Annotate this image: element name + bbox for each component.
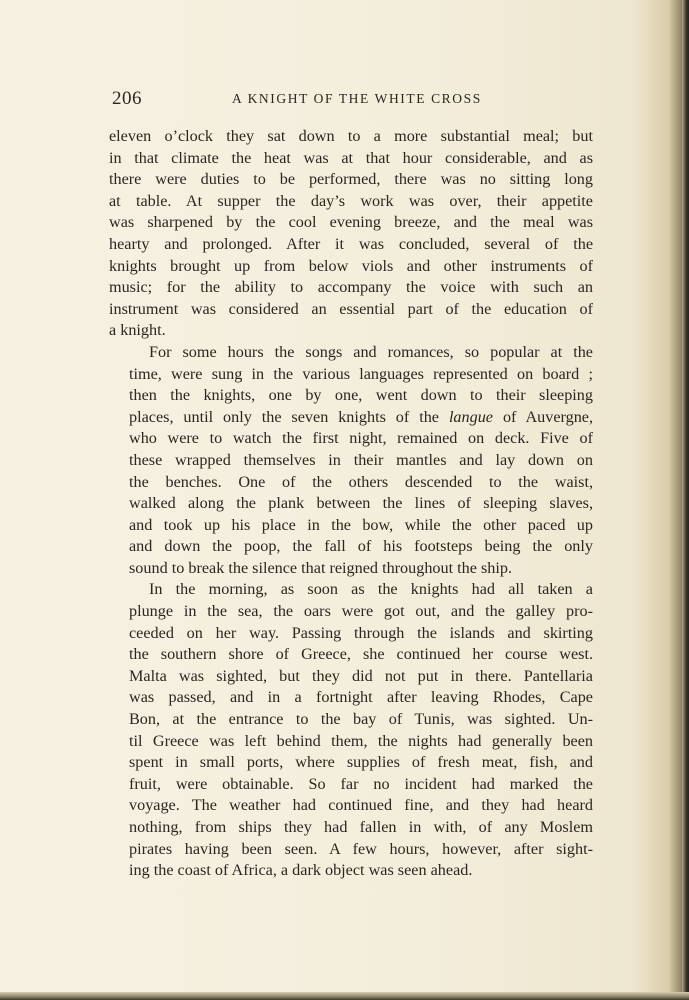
text-line: then the knights, one by one, went down to their sleeping [129, 386, 593, 405]
text-line: hearty and prolonged. After it was concluded, several of the [109, 234, 593, 253]
running-head: A KNIGHT OF THE WHITE CROSS [232, 91, 482, 106]
text-line: and down the poop, the fall of his footsteps being the only [129, 537, 593, 556]
text-line: who were to watch the first night, remained on deck. Five of [129, 429, 593, 448]
text-line: voyage. The weather had continued fine, and they had heard [129, 796, 593, 815]
text-line: ceeded on her way. Passing through the islands and skirting [129, 623, 593, 642]
text-line: at table. At supper the day’s work was over, their appetite [109, 191, 593, 210]
text-line: eleven o’clock they sat down to a more substantial meal; but [109, 127, 593, 145]
paragraph-2 [109, 342, 593, 580]
text-line: spent in small ports, where supplies of fresh meat, fish, and [129, 753, 593, 772]
text-segment: of Auvergne, [502, 407, 594, 426]
text-line: Bon, at the entrance to the bay of Tunis, was sighted. Un- [129, 710, 593, 729]
text-line: there were duties to be performed, there was no sitting long [109, 170, 593, 189]
text-line: ing the coast of Africa, a dark object was seen ahead. [129, 861, 473, 880]
text-line: For some hours the songs and romances, so popular at the [149, 342, 593, 361]
text-line: pirates having been seen. A few hours, however, after sight- [129, 839, 593, 858]
text-line: Malta was sighted, but they did not put in there. Pantellaria [129, 666, 593, 685]
text-line: plunge in the sea, the oars were got out, and the galley pro- [129, 602, 593, 621]
page-binding-edge [682, 0, 689, 1000]
text-line: in that climate the heat was at that hour considerable, and as [109, 148, 593, 167]
text-line: these wrapped themselves in their mantles and lay down on [129, 450, 593, 469]
text-line-with-italic [109, 407, 593, 429]
body-text [109, 126, 593, 882]
text-line: time, were sung in the various languages represented on board ; [129, 364, 593, 383]
text-line: music; for the ability to accompany the voice with such an [109, 278, 593, 297]
text-line: the benches. One of the others descended to the waist, [129, 472, 593, 491]
page-header [112, 88, 592, 112]
italic-word-langue: langue [448, 407, 493, 426]
paragraph-3 [109, 579, 593, 881]
text-line: nothing, from ships they had fallen in with, of any Moslem [129, 818, 593, 836]
text-line: til Greece was left behind them, the nights had generally been [129, 731, 593, 750]
text-line: was passed, and in a fortnight after leaving Rhodes, Cape [129, 688, 593, 707]
text-line: fruit, were obtainable. So far no incident had marked the [129, 774, 593, 793]
page-number: 206 [112, 88, 142, 109]
text-line: was sharpened by the cool evening breeze, and the meal was [109, 213, 593, 232]
text-line: walked along the plank between the lines of sleeping slaves, [129, 494, 593, 513]
text-line: instrument was considered an essential part of the education of [109, 299, 593, 318]
text-line: the southern shore of Greece, she continued her course west. [129, 645, 593, 664]
text-line: In the morning, as soon as the knights had all taken a [149, 580, 593, 599]
paragraph-1 [109, 126, 593, 342]
text-line: knights brought up from below viols and other instruments of [109, 256, 593, 275]
text-line: sound to break the silence that reigned throughout the ship. [129, 558, 513, 577]
text-line: and took up his place in the bow, while the other paced up [129, 515, 593, 534]
text-segment: places, until only the seven knights of the [129, 407, 439, 426]
page-bottom-edge [0, 992, 689, 1000]
text-line: a knight. [109, 321, 166, 340]
